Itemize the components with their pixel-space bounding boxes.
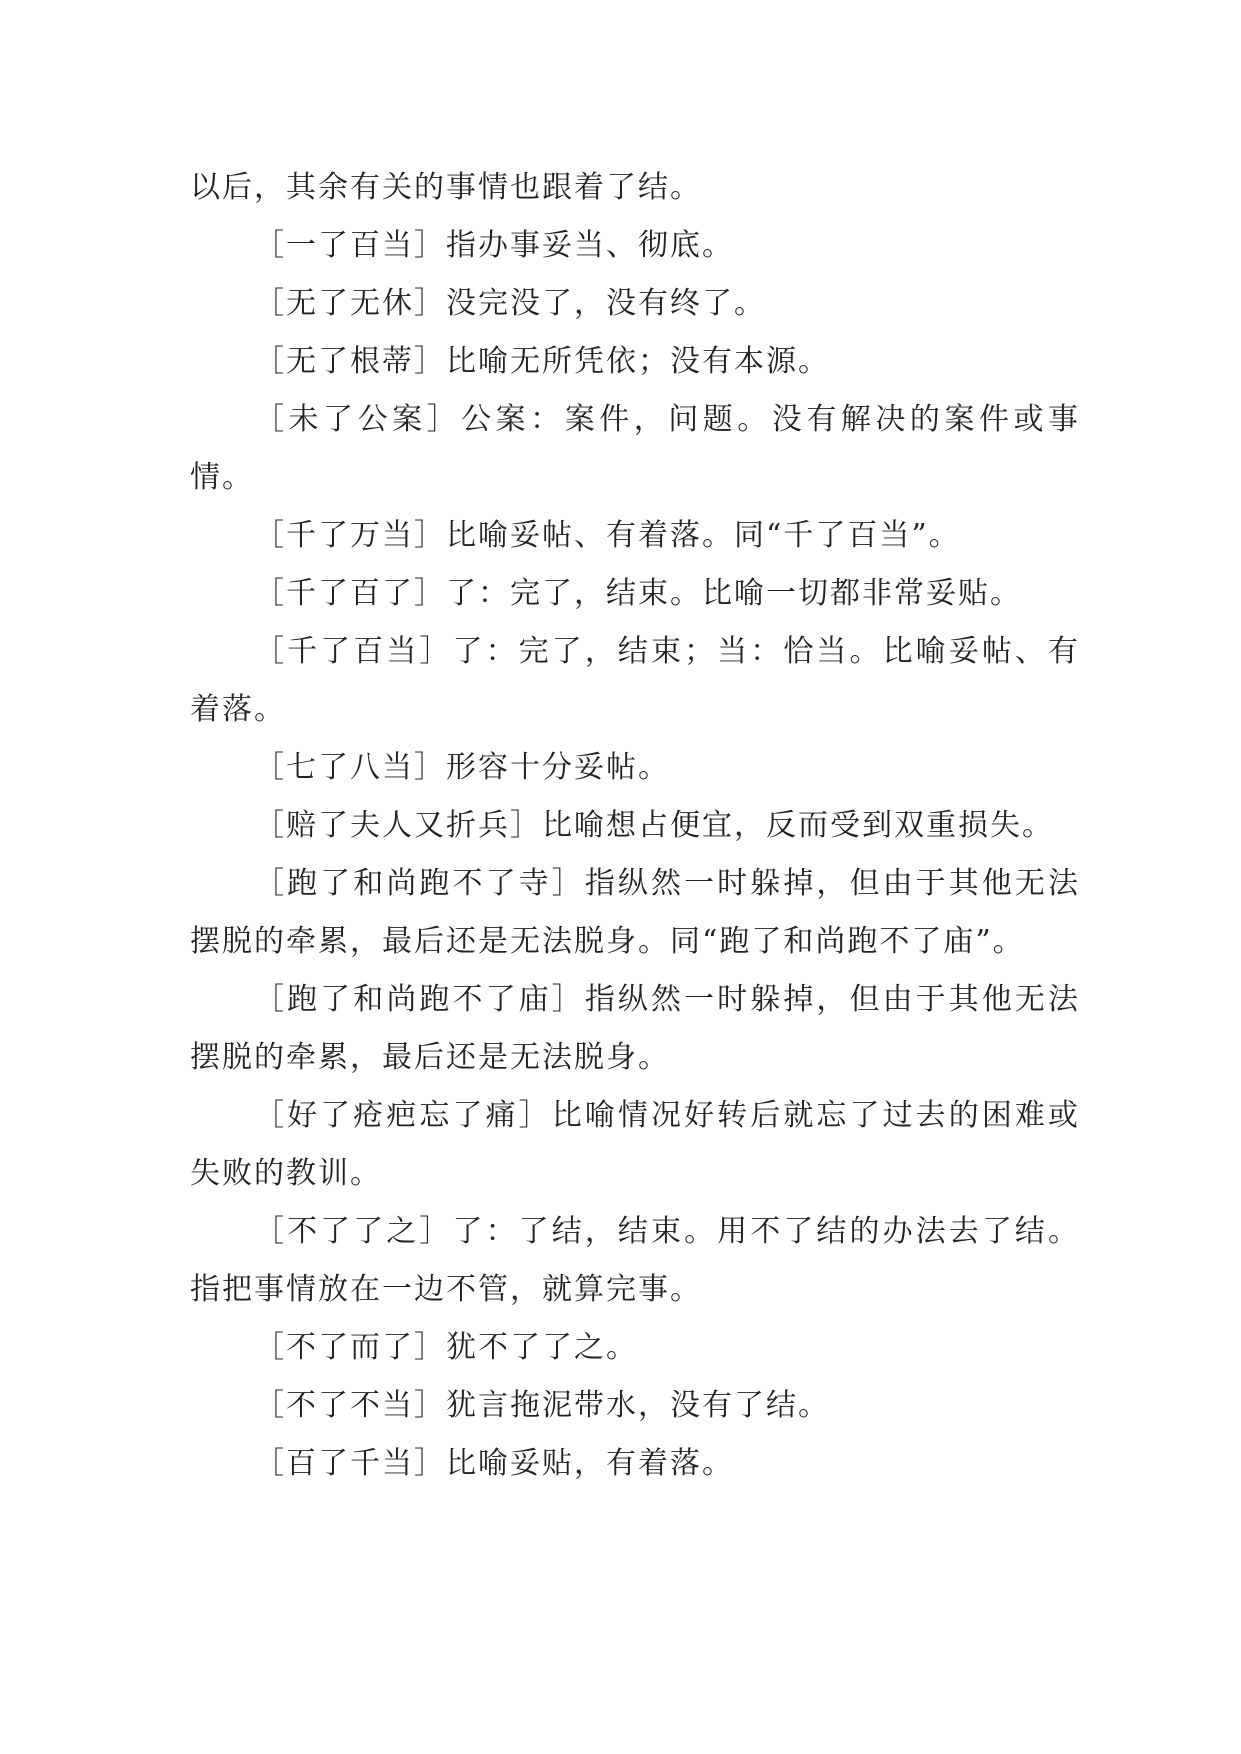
entry-bu-liao-liao-zhi: ［不了了之］了：了结，结束。用不了结的办法去了结。指把事情放在一边不管，就算完事。 (190, 1214, 1080, 1307)
entry-hao-liao-chuang-ba: ［好了疮疤忘了痛］比喻情况好转后就忘了过去的困难或失败的教训。 (190, 1098, 1080, 1191)
entry-bai-liao-qian-dang: ［百了千当］比喻妥贴，有着落。 (254, 1446, 734, 1481)
entry-wu-liao-gen-di: ［无了根蒂］比喻无所凭依；没有本源。 (254, 344, 830, 379)
entry-qian-liao-bai-liao: ［千了百了］了：完了，结束。比喻一切都非常妥贴。 (254, 576, 1022, 611)
entry-yi-liao-bai-dang: ［一了百当］指办事妥当、彻底。 (254, 228, 734, 263)
entry-pao-liao-he-shang-si: ［跑了和尚跑不了寺］指纵然一时躲掉，但由于其他无法摆脱的牵累，最后还是无法脱身。同“跑了和尚跑不了庙”。 (190, 866, 1080, 959)
entry-bu-liao-bu-dang: ［不了不当］犹言拖泥带水，没有了结。 (254, 1388, 830, 1423)
entry-qi-liao-ba-dang: ［七了八当］形容十分妥帖。 (254, 750, 670, 785)
entry-wu-liao-wu-xiu: ［无了无休］没完没了，没有终了。 (254, 286, 766, 321)
entry-pao-liao-he-shang-miao: ［跑了和尚跑不了庙］指纵然一时躲掉，但由于其他无法摆脱的牵累，最后还是无法脱身。 (190, 982, 1080, 1075)
entry-wei-liao-gong-an: ［未了公案］公案：案件，问题。没有解决的案件或事情。 (190, 402, 1080, 495)
paragraph-continued: 以后，其余有关的事情也跟着了结。 (190, 170, 702, 205)
entry-pei-liao-fu-ren: ［赔了夫人又折兵］比喻想占便宜，反而受到双重损失。 (254, 808, 1054, 843)
entry-bu-liao-er-liao: ［不了而了］犹不了了之。 (254, 1330, 638, 1365)
entry-qian-liao-wan-dang: ［千了万当］比喻妥帖、有着落。同“千了百当”。 (254, 518, 961, 553)
entry-qian-liao-bai-dang: ［千了百当］了：完了，结束；当：恰当。比喻妥帖、有着落。 (190, 634, 1080, 727)
document-body (190, 159, 1080, 1493)
